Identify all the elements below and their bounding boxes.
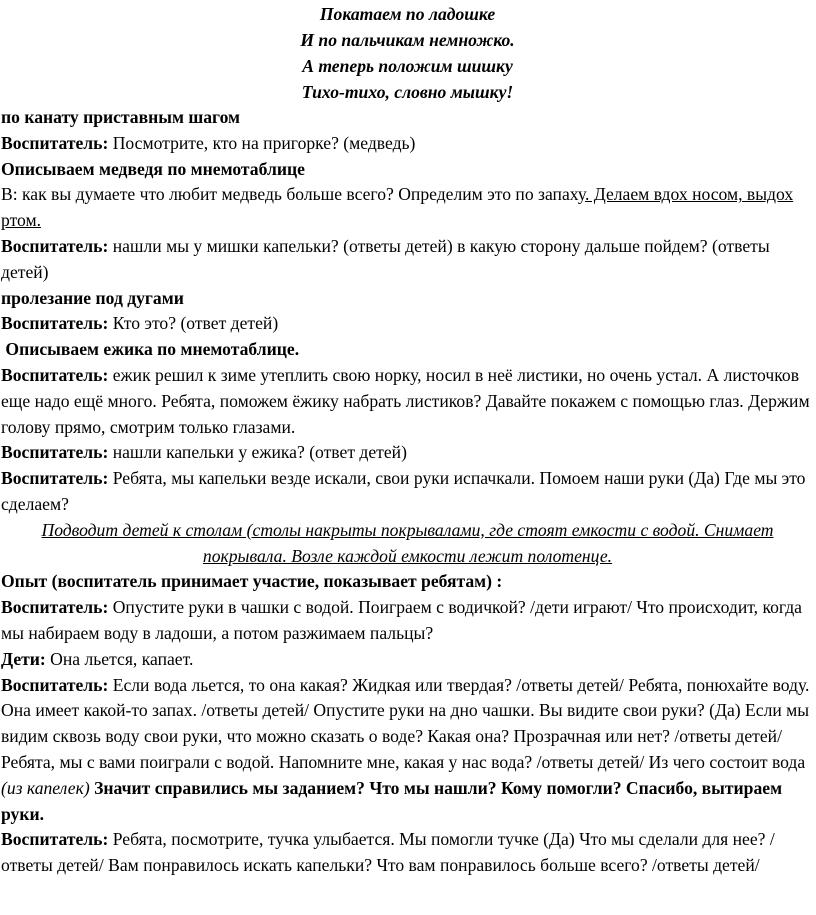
speaker-label: Воспитатель:: [1, 468, 109, 489]
paragraph: [1, 363, 814, 440]
paragraph-text: Кто это? (ответ детей): [108, 313, 279, 334]
paragraph-text: Она льется, капает.: [45, 648, 194, 669]
paragraph-text: Ребята, посмотрите, тучка улыбается. Мы помогли тучке (Да) Что мы сделали для нее? /ответы детей/ Вам понравилось искать капельки? Что вам понравилось больше всего? /ответы детей/: [1, 829, 775, 876]
paragraph: [1, 440, 814, 466]
bold-text: Значит справились мы заданием? Что мы нашли? Кому помогли? Спасибо, вытираем руки.: [1, 777, 783, 824]
speaker-label: Воспитатель:: [1, 235, 109, 256]
speaker-label: Воспитатель:: [1, 442, 109, 463]
paragraph: [1, 466, 814, 518]
paragraph-text: нашли мы у мишки капельки? (ответы детей) в какую сторону дальше пойдем? (ответы детей): [1, 235, 770, 282]
speaker-label: Дети:: [1, 648, 46, 669]
speaker-label: Воспитатель:: [1, 132, 109, 153]
underlined-text: . Делаем вдох носом, выдох ртом.: [1, 184, 794, 231]
paragraph-text: нашли капельки у ежика? (ответ детей): [108, 442, 407, 463]
paragraph: [1, 311, 814, 337]
paragraph: [1, 673, 814, 828]
experiment-heading: Опыт (воспитатель принимает участие, показывает ребятам) :: [1, 571, 503, 592]
poem-line: А теперь положим шишку: [302, 56, 513, 76]
paragraph-text: Посмотрите, кто на пригорке? (медведь): [108, 132, 416, 153]
paragraph-text: Опустите руки в чашки с водой. Поиграем с водичкой? /дети играют/ Что происходит, когда мы набираем воду в ладоши, а потом разжимаем пальцы?: [1, 597, 802, 643]
paragraph-text: В: как вы думаете что любит медведь больше всего? Определим это по запаху: [1, 184, 585, 205]
poem-line: И по пальчикам немножко.: [300, 30, 515, 50]
speaker-label: Воспитатель:: [1, 364, 109, 385]
paragraph-text: Если вода льется, то она какая? Жидкая или твердая? /ответы детей/ Ребята, понюхайте воду. Она имеет какой-то запах. /ответы детей/ Опустите руки на дно чашки. Вы видите свои руки? (Да) Если мы видим сквозь воду свои руки, что можно сказать о воде? Какая она? Прозрачная или нет? /ответы детей/ Ребята, мы с вами поиграли с водой. Напомните мне, какая у нас вода? /ответы детей/ Из чего состоит вода: [1, 674, 810, 772]
paragraph: [1, 182, 814, 234]
section-heading: Описываем ежика по мнемотаблице.: [1, 339, 300, 360]
exercise-heading: пролезание под дугами: [1, 287, 184, 308]
poem-line: Тихо-тихо, словно мышку!: [301, 82, 514, 102]
speaker-label: Воспитатель:: [1, 829, 109, 850]
italic-text: (из капелек): [1, 777, 90, 798]
speaker-label: Воспитатель:: [1, 597, 109, 618]
paragraph-text: Ребята, мы капельки везде искали, свои руки испачкали. Помоем наши руки (Да) Где мы это сделаем?: [1, 468, 806, 514]
section-heading: Описываем медведя по мнемотаблице: [1, 158, 305, 179]
speaker-label: Воспитатель:: [1, 313, 109, 334]
paragraph: [1, 131, 814, 157]
exercise-heading: по канату приставным шагом: [1, 107, 241, 127]
paragraph: [1, 234, 814, 286]
paragraph: [1, 595, 814, 647]
speaker-label: Воспитатель:: [1, 674, 109, 695]
poem-line: Покатаем по ладошке: [319, 4, 496, 24]
paragraph: [1, 647, 814, 673]
paragraph-text: ежик решил к зиме утеплить свою норку, носил в неё листики, но очень устал. А листочков еще надо ещё много. Ребята, поможем ёжику набрать листиков? Давайте покажем с помощью глаз. Держим голову прямо, смотрим только глазами.: [1, 364, 810, 437]
poem-block: [1, 0, 814, 105]
paragraph: [1, 827, 814, 879]
stage-direction: Подводит детей к столам (столы накрыты покрывалами, где стоят емкости с водой. Снимает покрывала. Возле каждой емкости лежит полотенце.: [41, 519, 774, 566]
